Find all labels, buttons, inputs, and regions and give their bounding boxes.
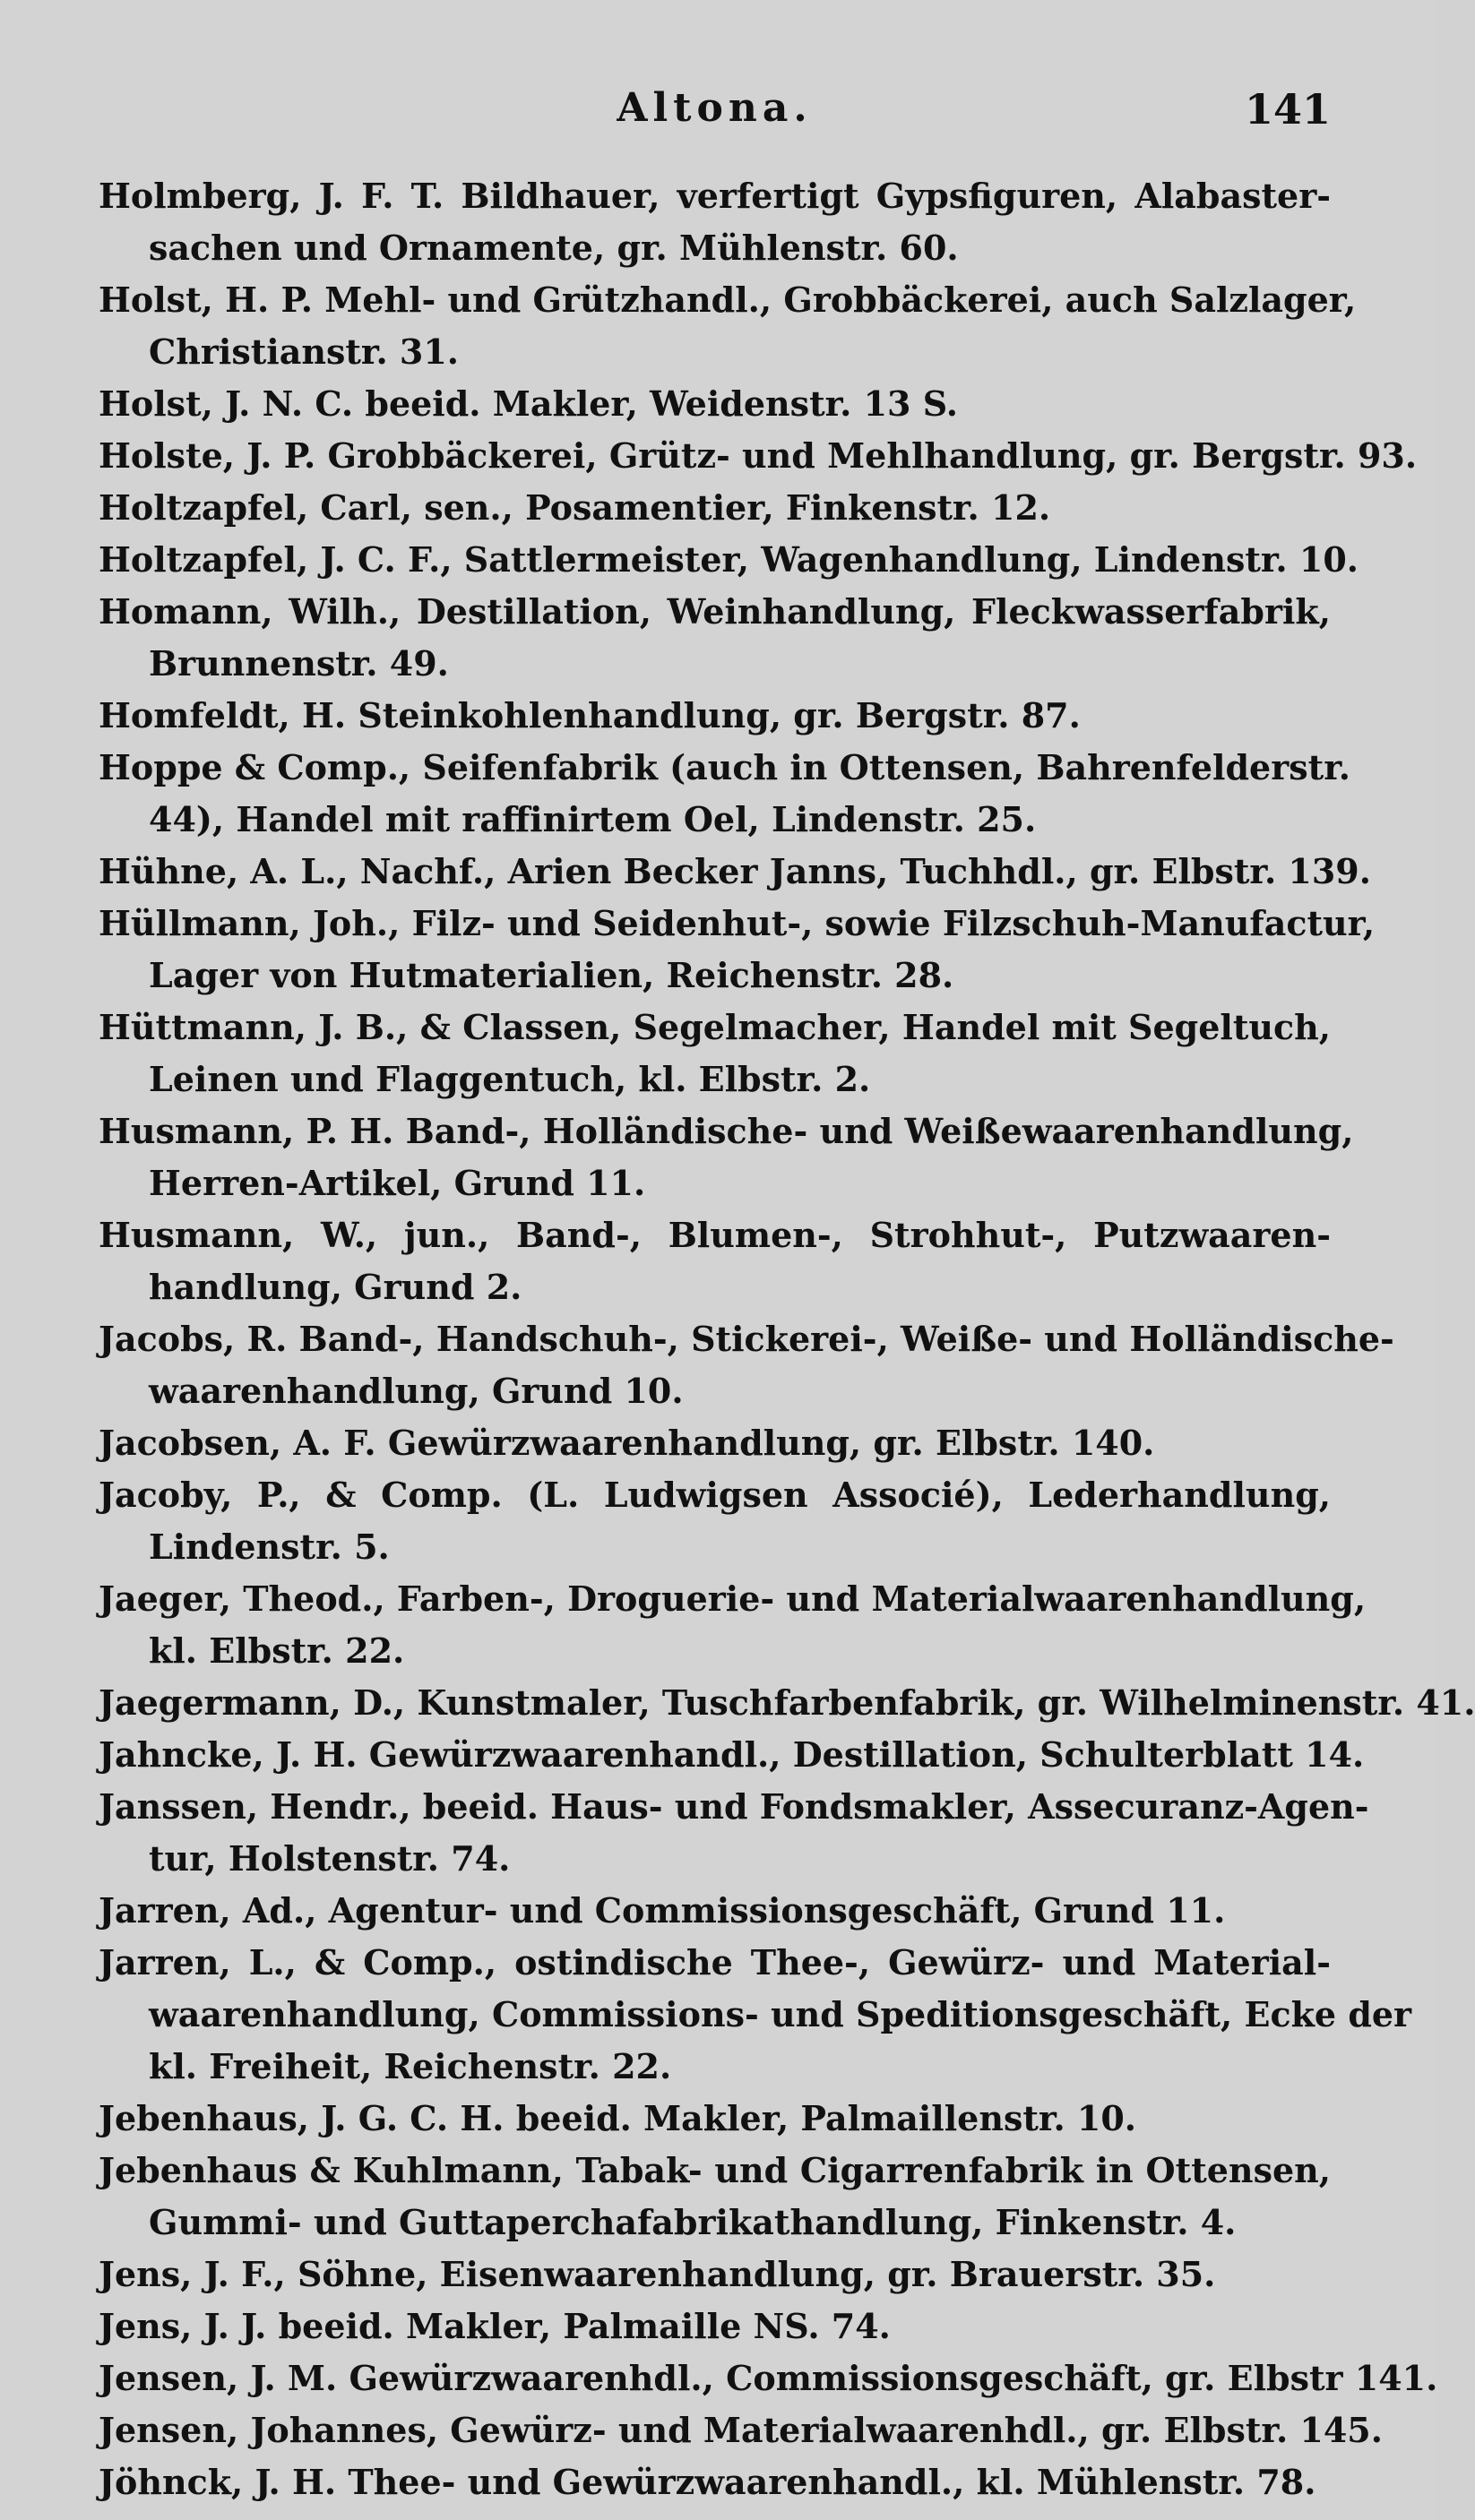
entry-line: Janssen, Hendr., beeid. Haus- und Fondsmakler, Assecuranz-Agen-	[99, 1786, 1369, 1827]
entry-line: Holst, J. N. C. beeid. Makler, Weidenstr. 13 S.	[99, 383, 959, 424]
page-number: 141	[1244, 85, 1331, 133]
directory-entry	[99, 846, 1371, 898]
entry-continuation-line: Herren-Artikel, Grund 11.	[149, 1163, 646, 1203]
directory-entries	[99, 170, 1475, 2508]
entry-line: Husmann, P. H. Band-, Holländische- und Weißewaarenhandlung,	[99, 1111, 1354, 1151]
entry-continuation-line: Lindenstr. 5.	[149, 1527, 390, 1567]
entry-line: Jens, J. J. beeid. Makler, Palmaille NS. 74.	[99, 2306, 891, 2346]
entry-line: Holtzapfel, Carl, sen., Posamentier, Finkenstr. 12.	[99, 487, 1051, 528]
entry-line: Jacobsen, A. F. Gewürzwaarenhandlung, gr. Elbstr. 140.	[99, 1423, 1155, 1463]
entry-line: Homann, Wilh., Destillation, Weinhandlung, Fleckwasserfabrik,	[99, 591, 1331, 632]
directory-entry	[99, 430, 1418, 482]
directory-entry	[99, 482, 1331, 534]
entry-continuation-line: sachen und Ornamente, gr. Mühlenstr. 60.	[149, 228, 959, 268]
directory-entry	[99, 1469, 1331, 1573]
directory-entry	[99, 1937, 1412, 2093]
entry-line: Jarren, Ad., Agentur- und Commissionsgeschäft, Grund 11.	[99, 1890, 1226, 1931]
directory-entry	[99, 898, 1376, 1002]
directory-entry	[99, 534, 1359, 586]
directory-entry	[99, 1209, 1331, 1313]
entry-continuation-line: Gummi- und Guttaperchafabrikathandlung, Finkenstr. 4.	[149, 2202, 1237, 2242]
entry-line: Jebenhaus, J. G. C. H. beeid. Makler, Palmaillenstr. 10.	[99, 2098, 1137, 2138]
entry-line: Hüllmann, Joh., Filz- und Seidenhut-, sowie Filzschuh-Manufactur,	[99, 903, 1376, 943]
directory-entry	[99, 1781, 1369, 1885]
entry-continuation-line: kl. Freiheit, Reichenstr. 22.	[149, 2046, 672, 2086]
directory-entry	[99, 690, 1331, 742]
entry-line: Jöhnck, J. H. Thee- und Gewürzwaarenhandl., kl. Mühlenstr. 78.	[99, 2462, 1316, 2502]
entry-line: Hüttmann, J. B., & Classen, Segelmacher, Handel mit Segeltuch,	[99, 1007, 1331, 1047]
entry-line: Jebenhaus & Kuhlmann, Tabak- und Cigarrenfabrik in Ottensen,	[99, 2150, 1331, 2190]
entry-line: Husmann, W., jun., Band-, Blumen-, Strohhut-, Putzwaaren-	[99, 1215, 1331, 1255]
directory-entry	[99, 2145, 1331, 2249]
directory-entry	[99, 1729, 1365, 1781]
entry-line: Jaeger, Theod., Farben-, Droguerie- und Materialwaarenhandlung,	[99, 1578, 1367, 1619]
entry-line: Hoppe & Comp., Seifenfabrik (auch in Ottensen, Bahrenfelderstr.	[99, 747, 1350, 787]
entry-line: Homfeldt, H. Steinkohlenhandlung, gr. Bergstr. 87.	[99, 695, 1081, 735]
entry-line: Jensen, J. M. Gewürzwaarenhdl., Commissionsgeschäft, gr. Elbstr 141.	[99, 2358, 1438, 2398]
directory-entry	[99, 1313, 1394, 1417]
entry-line: Holste, J. P. Grobbäckerei, Grütz- und Mehlhandlung, gr. Bergstr. 93.	[99, 435, 1418, 476]
entry-continuation-line: waarenhandlung, Grund 10.	[149, 1371, 684, 1411]
directory-entry	[99, 1677, 1475, 1729]
directory-entry	[99, 586, 1331, 690]
directory-entry	[99, 1885, 1331, 1937]
entry-line: Jaegermann, D., Kunstmaler, Tuschfarbenfabrik, gr. Wilhelminenstr. 41.	[99, 1682, 1475, 1723]
entry-line: Jahncke, J. H. Gewürzwaarenhandl., Destillation, Schulterblatt 14.	[99, 1734, 1365, 1775]
directory-entry	[99, 742, 1350, 846]
entry-line: Hühne, A. L., Nachf., Arien Becker Janns, Tuchhdl., gr. Elbstr. 139.	[99, 851, 1371, 891]
directory-entry	[99, 2404, 1383, 2456]
entry-line: Holst, H. P. Mehl- und Grützhandl., Grobbäckerei, auch Salzlager,	[99, 280, 1357, 320]
directory-entry	[99, 2249, 1331, 2301]
entry-line: Jacoby, P., & Comp. (L. Ludwigsen Associé), Lederhandlung,	[99, 1475, 1331, 1515]
entry-line: Holmberg, J. F. T. Bildhauer, verfertigt Gypsfiguren, Alabaster-	[99, 176, 1331, 216]
directory-entry	[99, 2301, 1331, 2352]
page-header	[99, 85, 1331, 148]
directory-entry	[99, 170, 1331, 274]
entry-line: Jens, J. F., Söhne, Eisenwaarenhandlung, gr. Brauerstr. 35.	[99, 2254, 1216, 2294]
entry-line: Holtzapfel, J. C. F., Sattlermeister, Wagenhandlung, Lindenstr. 10.	[99, 539, 1359, 580]
entry-continuation-line: Brunnenstr. 49.	[149, 643, 449, 684]
entry-continuation-line: Christianstr. 31.	[149, 331, 460, 372]
entry-continuation-line: Leinen und Flaggentuch, kl. Elbstr. 2.	[149, 1059, 871, 1099]
directory-entry	[99, 2352, 1438, 2404]
entry-continuation-line: handlung, Grund 2.	[149, 1267, 522, 1307]
entry-line: Jarren, L., & Comp., ostindische Thee-, Gewürz- und Material-	[99, 1942, 1331, 1982]
entry-continuation-line: 44), Handel mit raffinirtem Oel, Lindenstr. 25.	[149, 799, 1037, 839]
entry-line: Jacobs, R. Band-, Handschuh-, Stickerei-, Weiße- und Holländische-	[99, 1319, 1394, 1359]
entry-continuation-line: Lager von Hutmaterialien, Reichenstr. 28.	[149, 955, 954, 995]
directory-entry	[99, 2093, 1331, 2145]
entry-continuation-line: kl. Elbstr. 22.	[149, 1630, 405, 1671]
directory-entry	[99, 378, 1331, 430]
directory-entry	[99, 1573, 1367, 1677]
running-title: Altona.	[617, 85, 813, 131]
directory-entry	[99, 1417, 1331, 1469]
directory-entry	[99, 1105, 1354, 1209]
entry-continuation-line: waarenhandlung, Commissions- und Speditionsgeschäft, Ecke der	[149, 1994, 1412, 2034]
entry-continuation-line: tur, Holstenstr. 74.	[149, 1838, 511, 1879]
directory-entry	[99, 2456, 1331, 2508]
directory-entry	[99, 274, 1357, 378]
entry-line: Jensen, Johannes, Gewürz- und Materialwaarenhdl., gr. Elbstr. 145.	[99, 2410, 1383, 2450]
directory-entry	[99, 1002, 1331, 1105]
